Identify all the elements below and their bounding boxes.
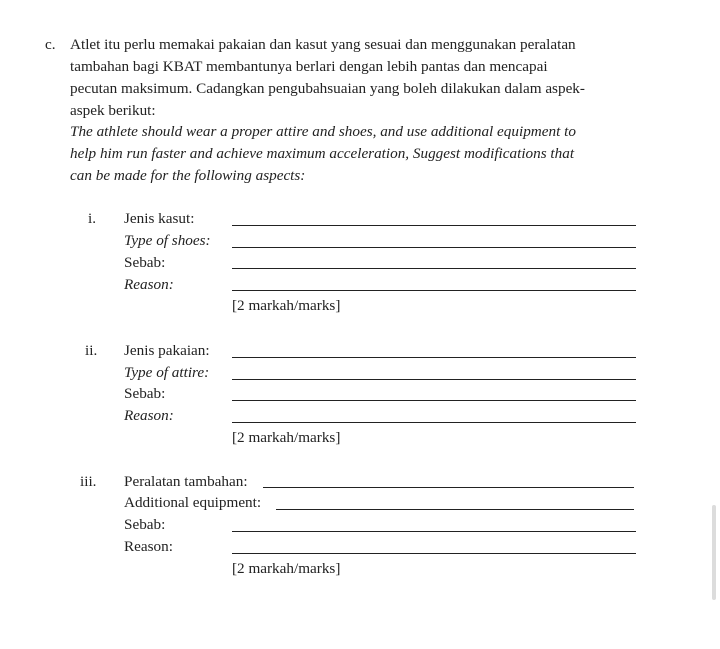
answer-line[interactable] xyxy=(232,379,636,380)
answer-line[interactable] xyxy=(232,422,636,423)
marks-label: [2 markah/marks] xyxy=(232,560,341,577)
part-label-en: Additional equipment: xyxy=(124,494,262,511)
reason-label-en: Reason: xyxy=(124,276,174,293)
part-label-ms: Peralatan tambahan: xyxy=(124,473,248,490)
part-label-ms: Jenis kasut: xyxy=(124,210,195,227)
reason-label-ms: Sebab: xyxy=(124,516,166,533)
answer-line[interactable] xyxy=(232,357,636,358)
part-numeral: iii. xyxy=(80,473,97,490)
question-text-ms-line-2: tambahan bagi KBAT membantunya berlari dengan lebih pantas dan mencapai xyxy=(70,58,548,75)
answer-line[interactable] xyxy=(232,247,636,248)
question-text-ms-line-1: Atlet itu perlu memakai pakaian dan kasut yang sesuai dan menggunakan peralatan xyxy=(70,36,576,53)
answer-line[interactable] xyxy=(232,290,636,291)
reason-label-en: Reason: xyxy=(124,407,174,424)
marks-label: [2 markah/marks] xyxy=(232,429,341,446)
answer-line[interactable] xyxy=(276,509,634,510)
part-numeral: ii. xyxy=(85,342,98,359)
reason-label-en: Reason: xyxy=(124,538,173,555)
answer-line[interactable] xyxy=(232,553,636,554)
part-label-ms: Jenis pakaian: xyxy=(124,342,210,359)
reason-label-ms: Sebab: xyxy=(124,385,166,402)
answer-line[interactable] xyxy=(263,487,634,488)
question-text-ms-line-4: aspek berikut: xyxy=(70,102,156,119)
answer-line[interactable] xyxy=(232,225,636,226)
question-text-en-line-2: help him run faster and achieve maximum acceleration, Suggest modifications that xyxy=(70,145,575,162)
question-text-ms-line-3: pecutan maksimum. Cadangkan pengubahsuaian yang boleh dilakukan dalam aspek- xyxy=(70,80,585,97)
question-text-en-line-1: The athlete should wear a proper attire and shoes, and use additional equipment to xyxy=(70,123,576,140)
reason-label-ms: Sebab: xyxy=(124,254,166,271)
marks-label: [2 markah/marks] xyxy=(232,297,341,314)
answer-line[interactable] xyxy=(232,268,636,269)
answer-line[interactable] xyxy=(232,531,636,532)
part-numeral: i. xyxy=(88,210,97,227)
part-label-en: Type of attire: xyxy=(124,364,210,381)
scrollbar[interactable] xyxy=(712,505,716,600)
question-label: c. xyxy=(45,36,56,53)
answer-line[interactable] xyxy=(232,400,636,401)
part-label-en: Type of shoes: xyxy=(124,232,211,249)
question-text-en-line-3: can be made for the following aspects: xyxy=(70,167,306,184)
